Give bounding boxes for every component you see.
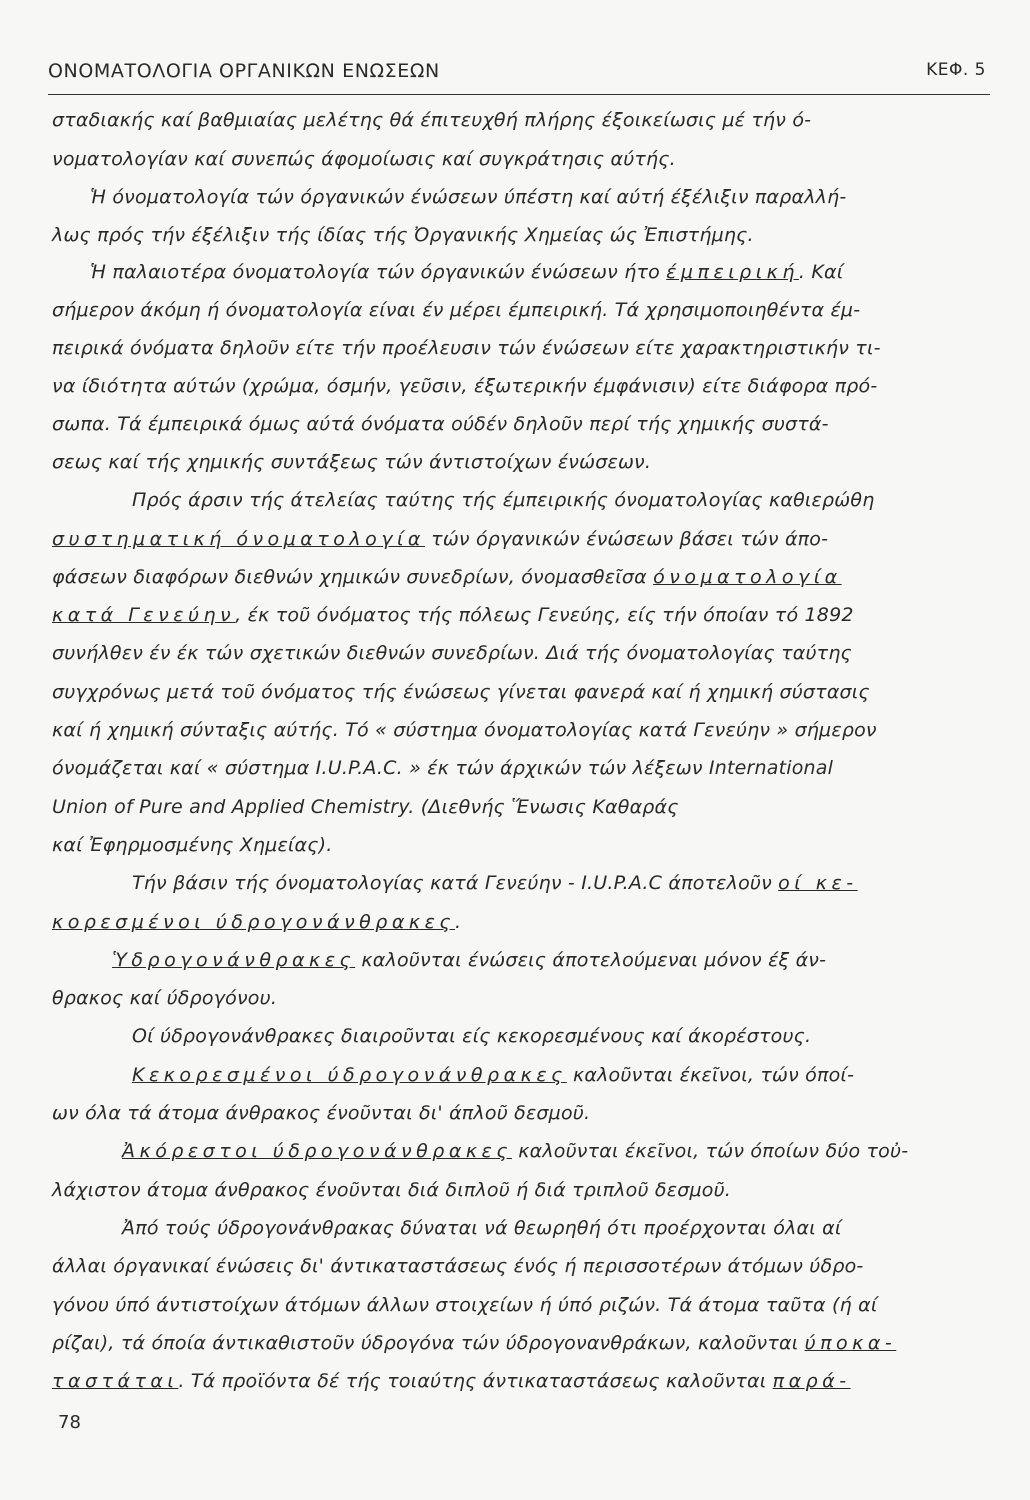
line-text: σήμερον άκόμη ή όνοματολογία είναι έν μέρει έμπειρική. Τά χρησιμοποιηθέντα έμ-	[52, 299, 861, 321]
underlined-term: παρά-	[772, 1370, 851, 1392]
text-line	[132, 488, 1030, 512]
underlined-term: κατά Γενεύην	[52, 604, 236, 626]
line-text: να ίδιότητα αύτών (χρώμα, όσμήν, γεῦσιν, έξωτερικήν έμφάνισιν) είτε διάφορα πρό-	[52, 375, 878, 397]
text-line	[52, 1293, 992, 1317]
line-text: θρακος καί ύδρογόνου.	[52, 987, 278, 1009]
text-line	[52, 1369, 992, 1393]
text-line	[52, 986, 992, 1010]
line-text: όνομάζεται καί « σύστημα I.U.P.A.C. » έκ τών άρχικών τών λέξεων International	[52, 757, 834, 779]
text-line	[52, 1254, 992, 1278]
text-line	[52, 1178, 992, 1202]
line-text: σταδιακής καί βαθμιαίας μελέτης θά έπιτευχθή πλήρης έξοικείωσις μέ τήν ό-	[52, 109, 812, 131]
line-text: συνήλθεν έν έκ τών σχετικών διεθνών συνεδρίων. Διά τής όνοματολογίας ταύτης	[52, 642, 852, 664]
line-text: ρίζαι), τά όποία άντικαθιστοῦν ύδρογόνα τών ύδρογονανθράκων, καλοῦνται	[52, 1332, 805, 1354]
line-text: καί Ἐφηρμοσμένης Χημείας).	[52, 834, 333, 856]
text-line	[132, 871, 1030, 895]
text-line	[122, 1216, 1030, 1240]
line-text: Ἡ παλαιοτέρα όνοματολογία τών όργανικών ένώσεων ήτο	[90, 261, 667, 283]
line-text: καλοῦνται έκεῖνοι, τών όποίων δύο τοὐ-	[511, 1140, 909, 1162]
line-text: Πρός άρσιν τής άτελείας ταύτης τής έμπειρικής όνοματολογίας καθιερώθη	[132, 489, 875, 511]
text-line	[52, 680, 992, 704]
text-line	[112, 948, 1030, 972]
text-line	[122, 1139, 1030, 1163]
line-text: Union of Pure and Applied Chemistry. (Διεθνής Ἕνωσις Καθαράς	[52, 796, 679, 818]
underlined-term: οί κε-	[778, 872, 858, 894]
line-text: λως πρός τήν έξέλιξιν τής ίδίας τής Ὀργανικής Χημείας ώς Ἐπιστήμης.	[52, 224, 754, 246]
running-header	[48, 58, 990, 95]
line-text: .	[455, 911, 462, 933]
text-line	[90, 260, 1030, 284]
underlined-term: κορεσμένοι ύδρογονάνθρακες	[52, 911, 456, 933]
text-line	[52, 298, 992, 322]
text-line	[52, 910, 992, 934]
underlined-term: Κεκορεσμένοι ύδρογονάνθρακες	[132, 1064, 567, 1086]
underlined-term: ταστάται	[52, 1370, 179, 1392]
text-line	[52, 1101, 992, 1125]
text-line	[52, 1331, 992, 1355]
line-text: καί ή χημική σύνταξις αύτής. Τό « σύστημα όνοματολογίας κατά Γενεύην » σήμερον	[52, 719, 877, 741]
text-line	[52, 450, 992, 474]
header-title: ΟΝΟΜΑΤΟΛΟΓΙΑ ΟΡΓΑΝΙΚΩΝ ΕΝΩΣΕΩΝ	[48, 60, 440, 82]
text-line	[52, 223, 992, 247]
line-text: άλλαι όργανικαί ένώσεις δι' άντικαταστάσεως ένός ή περισσοτέρων άτόμων ύδρο-	[52, 1255, 864, 1277]
underlined-term: συστηματική όνοματολογία	[52, 528, 425, 550]
text-line	[52, 603, 992, 627]
line-text: ων όλα τά άτομα άνθρακος ένοῦνται δι' άπλοῦ δεσμοῦ.	[52, 1102, 591, 1124]
text-line	[52, 756, 992, 780]
text-line	[52, 374, 992, 398]
line-text: γόνου ύπό άντιστοίχων άτόμων άλλων στοιχείων ή ύπό ριζών. Τά άτομα ταῦτα (ή αί	[52, 1294, 878, 1316]
text-line	[52, 412, 992, 436]
line-text: καλοῦνται έκεῖνοι, τών όποί-	[566, 1064, 855, 1086]
underlined-term: έμπειρική	[666, 261, 799, 283]
line-text: πειρικά όνόματα δηλοῦν είτε τήν προέλευσιν τών ένώσεων είτε χαρακτηριστικήν τι-	[52, 337, 881, 359]
text-line	[52, 718, 992, 742]
line-text: καλοῦνται ένώσεις άποτελούμεναι μόνον έξ άν-	[355, 949, 827, 971]
underlined-term: Ἀκόρεστοι ύδρογονάνθρακες	[122, 1140, 512, 1162]
text-line	[52, 336, 992, 360]
line-text: τών όργανικών ένώσεων βάσει τών άπο-	[424, 528, 829, 550]
text-line	[52, 565, 992, 589]
text-line	[52, 527, 992, 551]
line-text: συγχρόνως μετά τοῦ όνόματος τής ένώσεως γίνεται φανερά καί ή χημική σύστασις	[52, 681, 870, 703]
line-text: . Τά προϊόντα δέ τής τοιαύτης άντικαταστάσεως καλοῦνται	[178, 1370, 773, 1392]
text-line	[52, 641, 992, 665]
line-text: Ἀπό τούς ύδρογονάνθρακας δύναται νά θεωρηθή ότι προέρχονται όλαι αί	[122, 1217, 842, 1239]
line-text: σεως καί τής χημικής συντάξεως τών άντιστοίχων ένώσεων.	[52, 451, 652, 473]
line-text: φάσεων διαφόρων διεθνών χημικών συνεδρίων, όνομασθεῖσα	[52, 566, 654, 588]
line-text: Ἡ όνοματολογία τών όργανικών ένώσεων ύπέστη καί αύτή έξέλιξιν παραλλή-	[90, 186, 847, 208]
underlined-term: Ὑδρογονάνθρακες	[112, 949, 356, 971]
text-line	[52, 147, 992, 171]
underlined-term: όνοματολογία	[653, 566, 842, 588]
line-text: . Καί	[798, 261, 844, 283]
line-text: λάχιστον άτομα άνθρακος ένοῦνται διά διπλοῦ ή διά τριπλοῦ δεσμοῦ.	[52, 1179, 732, 1201]
line-text: σωπα. Τά έμπειρικά όμως αύτά όνόματα ούδέν δηλοῦν περί τής χημικής συστά-	[52, 413, 829, 435]
line-text: νοματολογίαν καί συνεπώς άφομοίωσις καί συγκράτησις αύτής.	[52, 148, 676, 170]
line-text: , έκ τοῦ όνόματος τής πόλεως Γενεύης, είς τήν όποίαν τό 1892	[235, 604, 854, 626]
chapter-label: ΚΕΦ. 5	[926, 60, 986, 80]
page-number: 78	[58, 1412, 81, 1433]
line-text: Οί ύδρογονάνθρακες διαιροῦνται είς κεκορεσμένους καί άκορέστους.	[132, 1025, 812, 1047]
text-line	[132, 1063, 1030, 1087]
underlined-term: ύποκα-	[804, 1332, 897, 1354]
line-text: Τήν βάσιν τής όνοματολογίας κατά Γενεύην - I.U.P.A.C άποτελοῦν	[132, 872, 779, 894]
text-line	[52, 795, 992, 819]
text-line	[52, 108, 992, 132]
text-line	[90, 185, 1030, 209]
text-line	[132, 1024, 1030, 1048]
text-line	[52, 833, 992, 857]
